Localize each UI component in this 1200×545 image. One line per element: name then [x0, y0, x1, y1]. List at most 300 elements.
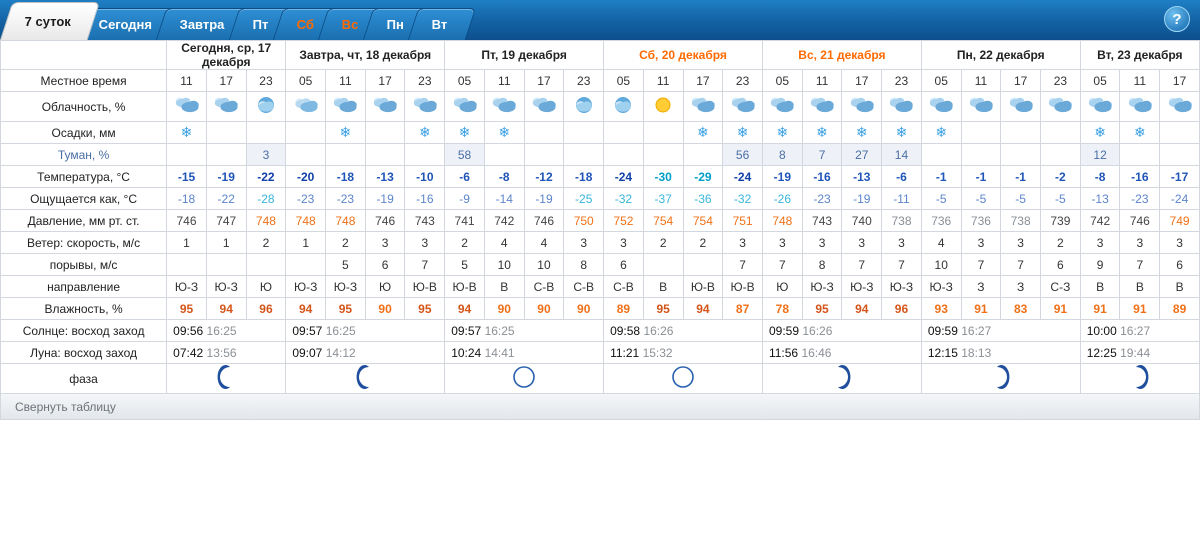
sun-cell	[604, 320, 763, 342]
moon-phase-cell	[1080, 364, 1199, 394]
pressure-cell: 749	[1160, 210, 1200, 232]
wind-speed-cell: 2	[246, 232, 286, 254]
moonrise-time: 11:56	[768, 345, 799, 360]
time-cell: 23	[882, 70, 922, 92]
cloud-icon-cell	[1120, 92, 1160, 122]
collapse-table-button[interactable]: Свернуть таблицу	[0, 394, 1200, 420]
temperature-cell: -8	[1080, 166, 1120, 188]
fog-cell: 56	[723, 144, 763, 166]
precip-cell	[1080, 122, 1120, 144]
humidity-cell: 83	[1001, 298, 1041, 320]
sun-cell	[167, 320, 286, 342]
cloudy-snow-icon	[966, 92, 996, 121]
day-header: Сегодня, ср, 17 декабря	[167, 41, 286, 70]
pressure-cell: 746	[167, 210, 207, 232]
tab-label: 7 суток	[24, 14, 71, 29]
row-label-sun: Солнце: восход заход	[1, 320, 167, 342]
day-header: Вс, 21 декабря	[762, 41, 921, 70]
wind-direction-cell: С-В	[604, 276, 644, 298]
humidity-cell: 95	[167, 298, 207, 320]
precip-cell	[405, 122, 445, 144]
fog-cell: 3	[246, 144, 286, 166]
wind-direction-cell: В	[643, 276, 683, 298]
row-label-phase: фаза	[1, 364, 167, 394]
sun-cell	[1080, 320, 1199, 342]
cloudy-snow-icon	[847, 92, 877, 121]
cloud-icon-cell	[961, 92, 1001, 122]
sun-cell	[445, 320, 604, 342]
pressure-cell: 748	[246, 210, 286, 232]
wind-speed-cell: 1	[167, 232, 207, 254]
precip-cell	[604, 122, 644, 144]
time-cell: 11	[484, 70, 524, 92]
wind-speed-row	[1, 232, 1200, 254]
moon-cell	[604, 342, 763, 364]
snowflake-icon: ❄	[935, 124, 948, 140]
humidity-cell: 78	[762, 298, 802, 320]
snowflake-icon: ❄	[776, 124, 789, 140]
wind-direction-cell: Ю	[365, 276, 405, 298]
moon-phase-cell	[762, 364, 921, 394]
time-cell: 05	[1080, 70, 1120, 92]
pressure-cell: 752	[604, 210, 644, 232]
cloudy-snow-icon	[1045, 92, 1075, 121]
wind-speed-cell: 3	[1001, 232, 1041, 254]
tab-label: Вс	[341, 17, 359, 32]
wind-gust-cell: 7	[762, 254, 802, 276]
moon-cell	[1080, 342, 1199, 364]
temperature-cell: -1	[961, 166, 1001, 188]
moonrise-time: 11:21	[610, 345, 640, 360]
pressure-cell: 746	[365, 210, 405, 232]
pressure-cell: 754	[643, 210, 683, 232]
feels-like-cell: -9	[445, 188, 485, 210]
moon-cell	[921, 342, 1080, 364]
day-header-row	[1, 41, 1200, 70]
wind-speed-cell: 3	[723, 232, 763, 254]
wind-direction-cell: Ю-З	[882, 276, 922, 298]
day-header: Завтра, чт, 18 декабря	[286, 41, 445, 70]
humidity-cell: 95	[326, 298, 366, 320]
time-cell: 05	[921, 70, 961, 92]
snowflake-icon: ❄	[458, 124, 471, 140]
wind-gust-cell: 10	[484, 254, 524, 276]
snowflake-icon: ❄	[736, 124, 749, 140]
moon-waxing-crescent-icon	[988, 364, 1014, 393]
humidity-cell: 95	[405, 298, 445, 320]
row-label-fog: Туман, %	[1, 144, 167, 166]
sunrise-time: 10:00	[1086, 323, 1117, 338]
precip-cell	[643, 122, 683, 144]
cloud-icon-cell	[286, 92, 326, 122]
time-cell: 17	[365, 70, 405, 92]
feels-like-cell: -5	[921, 188, 961, 210]
time-cell: 05	[604, 70, 644, 92]
wind-direction-cell: З	[1001, 276, 1041, 298]
temperature-cell: -6	[882, 166, 922, 188]
temperature-cell: -24	[723, 166, 763, 188]
snowflake-icon: ❄	[418, 124, 431, 140]
forecast-table	[0, 40, 1200, 394]
pressure-cell: 743	[405, 210, 445, 232]
temperature-cell: -18	[326, 166, 366, 188]
cloudy-snow-icon	[886, 92, 916, 121]
wind-speed-cell: 3	[405, 232, 445, 254]
row-label-moon: Луна: восход заход	[1, 342, 167, 364]
fog-cell	[484, 144, 524, 166]
cloudy-snow-icon	[688, 92, 718, 121]
tab-label: Пн	[386, 17, 404, 32]
fog-cell: 8	[762, 144, 802, 166]
moon-cell	[445, 342, 604, 364]
feels-like-cell: -11	[882, 188, 922, 210]
wind-gust-cell	[246, 254, 286, 276]
sunset-time: 16:25	[206, 323, 237, 338]
pressure-cell: 742	[484, 210, 524, 232]
temperature-row	[1, 166, 1200, 188]
humidity-cell: 90	[564, 298, 604, 320]
row-label-temp: Температура, °C	[1, 166, 167, 188]
wind-direction-cell: В	[484, 276, 524, 298]
time-cell: 23	[1041, 70, 1081, 92]
wind-direction-cell: З	[961, 276, 1001, 298]
fog-cell	[524, 144, 564, 166]
temperature-cell: -16	[1120, 166, 1160, 188]
feels-like-cell: -25	[564, 188, 604, 210]
wind-gust-cell: 7	[1001, 254, 1041, 276]
humidity-cell: 89	[1160, 298, 1200, 320]
wind-direction-cell: Ю-В	[683, 276, 723, 298]
fog-cell	[961, 144, 1001, 166]
precip-cell	[921, 122, 961, 144]
cloud-icon-cell	[484, 92, 524, 122]
day-header: Пн, 22 декабря	[921, 41, 1080, 70]
humidity-cell: 91	[1080, 298, 1120, 320]
cloud-icon-cell	[842, 92, 882, 122]
wind-gust-cell: 7	[405, 254, 445, 276]
fog-cell	[1041, 144, 1081, 166]
cloud-icon-cell	[683, 92, 723, 122]
pressure-cell: 746	[1120, 210, 1160, 232]
humidity-cell: 94	[445, 298, 485, 320]
wind-direction-cell: Ю-В	[445, 276, 485, 298]
time-cell: 11	[1120, 70, 1160, 92]
fog-cell: 14	[882, 144, 922, 166]
feels-like-cell: -5	[1041, 188, 1081, 210]
humidity-cell: 96	[246, 298, 286, 320]
row-label-feels: Ощущается как, °C	[1, 188, 167, 210]
wind-speed-cell: 1	[206, 232, 246, 254]
snowflake-icon: ❄	[498, 124, 511, 140]
pressure-cell: 736	[961, 210, 1001, 232]
wind-speed-cell: 3	[1160, 232, 1200, 254]
moon-phase-cell	[445, 364, 604, 394]
fog-cell: 7	[802, 144, 842, 166]
precip-cell	[683, 122, 723, 144]
pressure-cell: 743	[802, 210, 842, 232]
moonset-time: 14:41	[484, 345, 515, 360]
feels-like-cell: -18	[167, 188, 207, 210]
wind-gust-cell	[206, 254, 246, 276]
wind-direction-cell: Ю-З	[326, 276, 366, 298]
feels-like-cell: -37	[643, 188, 683, 210]
wind-direction-cell: Ю-З	[206, 276, 246, 298]
cloudy-snow-icon	[1085, 92, 1115, 121]
sun-cell	[921, 320, 1080, 342]
precip-cell	[246, 122, 286, 144]
time-cell: 11	[643, 70, 683, 92]
fog-cell	[206, 144, 246, 166]
fog-cell	[1160, 144, 1200, 166]
cloud-icon-cell	[365, 92, 405, 122]
wind-speed-cell: 4	[484, 232, 524, 254]
cloud-icon-cell	[921, 92, 961, 122]
sunny-icon	[648, 92, 678, 121]
feels-like-cell: -32	[723, 188, 763, 210]
wind-direction-cell: В	[1120, 276, 1160, 298]
moonrise-time: 09:07	[292, 345, 323, 360]
time-cell: 11	[802, 70, 842, 92]
pressure-cell: 740	[842, 210, 882, 232]
feels-like-cell: -5	[961, 188, 1001, 210]
feels-like-row	[1, 188, 1200, 210]
humidity-cell: 87	[723, 298, 763, 320]
moon-cell	[167, 342, 286, 364]
temperature-cell: -17	[1160, 166, 1200, 188]
precip-row	[1, 122, 1200, 144]
wind-gust-cell: 6	[365, 254, 405, 276]
fog-cell	[286, 144, 326, 166]
sunrise-time: 09:59	[927, 323, 958, 338]
humidity-cell: 94	[206, 298, 246, 320]
temperature-cell: -20	[286, 166, 326, 188]
moonset-time: 14:12	[325, 345, 356, 360]
pressure-cell: 736	[921, 210, 961, 232]
fog-cell	[167, 144, 207, 166]
time-cell: 17	[1001, 70, 1041, 92]
time-row	[1, 70, 1200, 92]
feels-like-cell: -19	[842, 188, 882, 210]
wind-direction-cell: Ю-З	[167, 276, 207, 298]
cloud-icon-cell	[802, 92, 842, 122]
fog-cell	[1120, 144, 1160, 166]
snowflake-icon: ❄	[816, 124, 828, 140]
temperature-cell: -1	[1001, 166, 1041, 188]
moonrise-time: 12:25	[1086, 345, 1117, 360]
wind-direction-cell: Ю-З	[842, 276, 882, 298]
cloudy-snow-icon	[926, 92, 956, 121]
moonset-time: 13:56	[206, 345, 237, 360]
precip-cell	[1001, 122, 1041, 144]
tab-tuesday[interactable]	[408, 8, 476, 40]
feels-like-cell: -28	[246, 188, 286, 210]
pressure-cell: 750	[564, 210, 604, 232]
precip-cell	[1120, 122, 1160, 144]
wind-gust-cell: 7	[882, 254, 922, 276]
cloud-icon-cell	[246, 92, 286, 122]
moonrise-time: 10:24	[451, 345, 482, 360]
cloud-icon-cell	[762, 92, 802, 122]
wind-direction-cell: С-В	[524, 276, 564, 298]
humidity-cell: 94	[683, 298, 723, 320]
tab-label: Сб	[296, 17, 314, 32]
pressure-row	[1, 210, 1200, 232]
moon-phase-cell	[286, 364, 445, 394]
precip-cell	[723, 122, 763, 144]
snowflake-icon: ❄	[1094, 124, 1106, 140]
cloudy-icon	[291, 92, 321, 121]
moon-phase-cell	[604, 364, 763, 394]
wind-direction-cell: Ю	[246, 276, 286, 298]
feels-like-cell: -36	[683, 188, 723, 210]
wind-gust-cell: 7	[1120, 254, 1160, 276]
fog-cell	[405, 144, 445, 166]
overcast-night-icon	[251, 92, 281, 121]
feels-like-cell: -26	[762, 188, 802, 210]
humidity-cell: 95	[643, 298, 683, 320]
wind-speed-cell: 3	[961, 232, 1001, 254]
cloudy-snow-icon	[1006, 92, 1036, 121]
cloud-icon-cell	[604, 92, 644, 122]
wind-direction-cell: Ю-В	[723, 276, 763, 298]
pressure-cell: 748	[326, 210, 366, 232]
precip-cell	[842, 122, 882, 144]
wind-speed-cell: 3	[1080, 232, 1120, 254]
temperature-cell: -1	[921, 166, 961, 188]
cloudy-snow-icon	[410, 92, 440, 121]
pressure-cell: 741	[445, 210, 485, 232]
temperature-cell: -18	[564, 166, 604, 188]
cloud-icon-cell	[326, 92, 366, 122]
cloudy-snow-icon	[330, 92, 360, 121]
time-cell: 17	[683, 70, 723, 92]
time-cell: 05	[762, 70, 802, 92]
moon-new-icon	[670, 364, 696, 393]
humidity-cell: 89	[604, 298, 644, 320]
time-cell: 11	[167, 70, 207, 92]
humidity-cell: 94	[286, 298, 326, 320]
wind-direction-cell: В	[1160, 276, 1200, 298]
wind-gust-cell: 6	[1041, 254, 1081, 276]
cloudy-snow-icon	[489, 92, 519, 121]
moonrise-time: 12:15	[927, 345, 958, 360]
wind-gust-cell: 9	[1080, 254, 1120, 276]
wind-gust-cell: 6	[1160, 254, 1200, 276]
moon-phase-row	[1, 364, 1200, 394]
cloudy-snow-icon	[211, 92, 241, 121]
precip-cell	[206, 122, 246, 144]
wind-gust-cell	[167, 254, 207, 276]
feels-like-cell: -23	[326, 188, 366, 210]
wind-speed-cell: 3	[365, 232, 405, 254]
time-cell: 17	[1160, 70, 1200, 92]
precip-cell	[484, 122, 524, 144]
feels-like-cell: -23	[286, 188, 326, 210]
cloud-icon-cell	[723, 92, 763, 122]
moonset-time: 18:13	[961, 345, 992, 360]
wind-speed-cell: 3	[842, 232, 882, 254]
sunset-time: 16:27	[1120, 323, 1151, 338]
sunrise-time: 09:56	[173, 323, 204, 338]
row-label-wind-dir: направление	[1, 276, 167, 298]
cloud-icon-cell	[405, 92, 445, 122]
moon-new-icon	[511, 364, 537, 393]
wind-gust-cell: 7	[842, 254, 882, 276]
overcast-night-icon	[608, 92, 638, 121]
temperature-cell: -10	[405, 166, 445, 188]
fog-cell	[1001, 144, 1041, 166]
time-cell: 17	[206, 70, 246, 92]
wind-speed-cell: 3	[1120, 232, 1160, 254]
sunrise-time: 09:57	[451, 323, 482, 338]
sunset-time: 16:25	[325, 323, 356, 338]
feels-like-cell: -19	[365, 188, 405, 210]
time-cell: 05	[286, 70, 326, 92]
wind-direction-cell: Ю-З	[286, 276, 326, 298]
time-cell: 17	[524, 70, 564, 92]
temperature-cell: -29	[683, 166, 723, 188]
moonset-time: 16:46	[801, 345, 832, 360]
time-cell: 23	[723, 70, 763, 92]
time-cell: 11	[326, 70, 366, 92]
pressure-cell: 738	[1001, 210, 1041, 232]
fog-cell	[326, 144, 366, 166]
sun-row	[1, 320, 1200, 342]
precip-cell	[882, 122, 922, 144]
pressure-cell: 746	[524, 210, 564, 232]
tab-7-days[interactable]	[0, 2, 100, 40]
humidity-cell: 95	[802, 298, 842, 320]
tab-label: Сегодня	[98, 17, 153, 32]
temperature-cell: -16	[802, 166, 842, 188]
wind-direction-cell: Ю-В	[405, 276, 445, 298]
wind-speed-cell: 3	[604, 232, 644, 254]
sunset-time: 16:25	[484, 323, 515, 338]
temperature-cell: -22	[246, 166, 286, 188]
wind-direction-row	[1, 276, 1200, 298]
temperature-cell: -6	[445, 166, 485, 188]
precip-cell	[326, 122, 366, 144]
precip-cell	[1041, 122, 1081, 144]
wind-gust-cell: 8	[802, 254, 842, 276]
fog-cell	[643, 144, 683, 166]
precip-cell	[1160, 122, 1200, 144]
wind-speed-cell: 2	[683, 232, 723, 254]
moonrise-time: 07:42	[173, 345, 204, 360]
snowflake-icon: ❄	[895, 124, 908, 140]
temperature-cell: -24	[604, 166, 644, 188]
moon-phase-cell	[167, 364, 286, 394]
pressure-cell: 747	[206, 210, 246, 232]
fog-cell	[365, 144, 405, 166]
pressure-cell: 742	[1080, 210, 1120, 232]
cloudy-snow-icon	[1165, 92, 1195, 121]
wind-direction-cell: С-В	[564, 276, 604, 298]
feels-like-cell: -24	[1160, 188, 1200, 210]
help-icon[interactable]: ?	[1164, 6, 1190, 32]
humidity-row	[1, 298, 1200, 320]
row-label-time: Местное время	[1, 70, 167, 92]
wind-speed-cell: 4	[921, 232, 961, 254]
temperature-cell: -12	[524, 166, 564, 188]
fog-cell: 58	[445, 144, 485, 166]
temperature-cell: -13	[842, 166, 882, 188]
humidity-cell: 90	[524, 298, 564, 320]
precip-cell	[564, 122, 604, 144]
sunrise-time: 09:57	[292, 323, 323, 338]
time-cell: 11	[961, 70, 1001, 92]
cloud-icon-cell	[882, 92, 922, 122]
